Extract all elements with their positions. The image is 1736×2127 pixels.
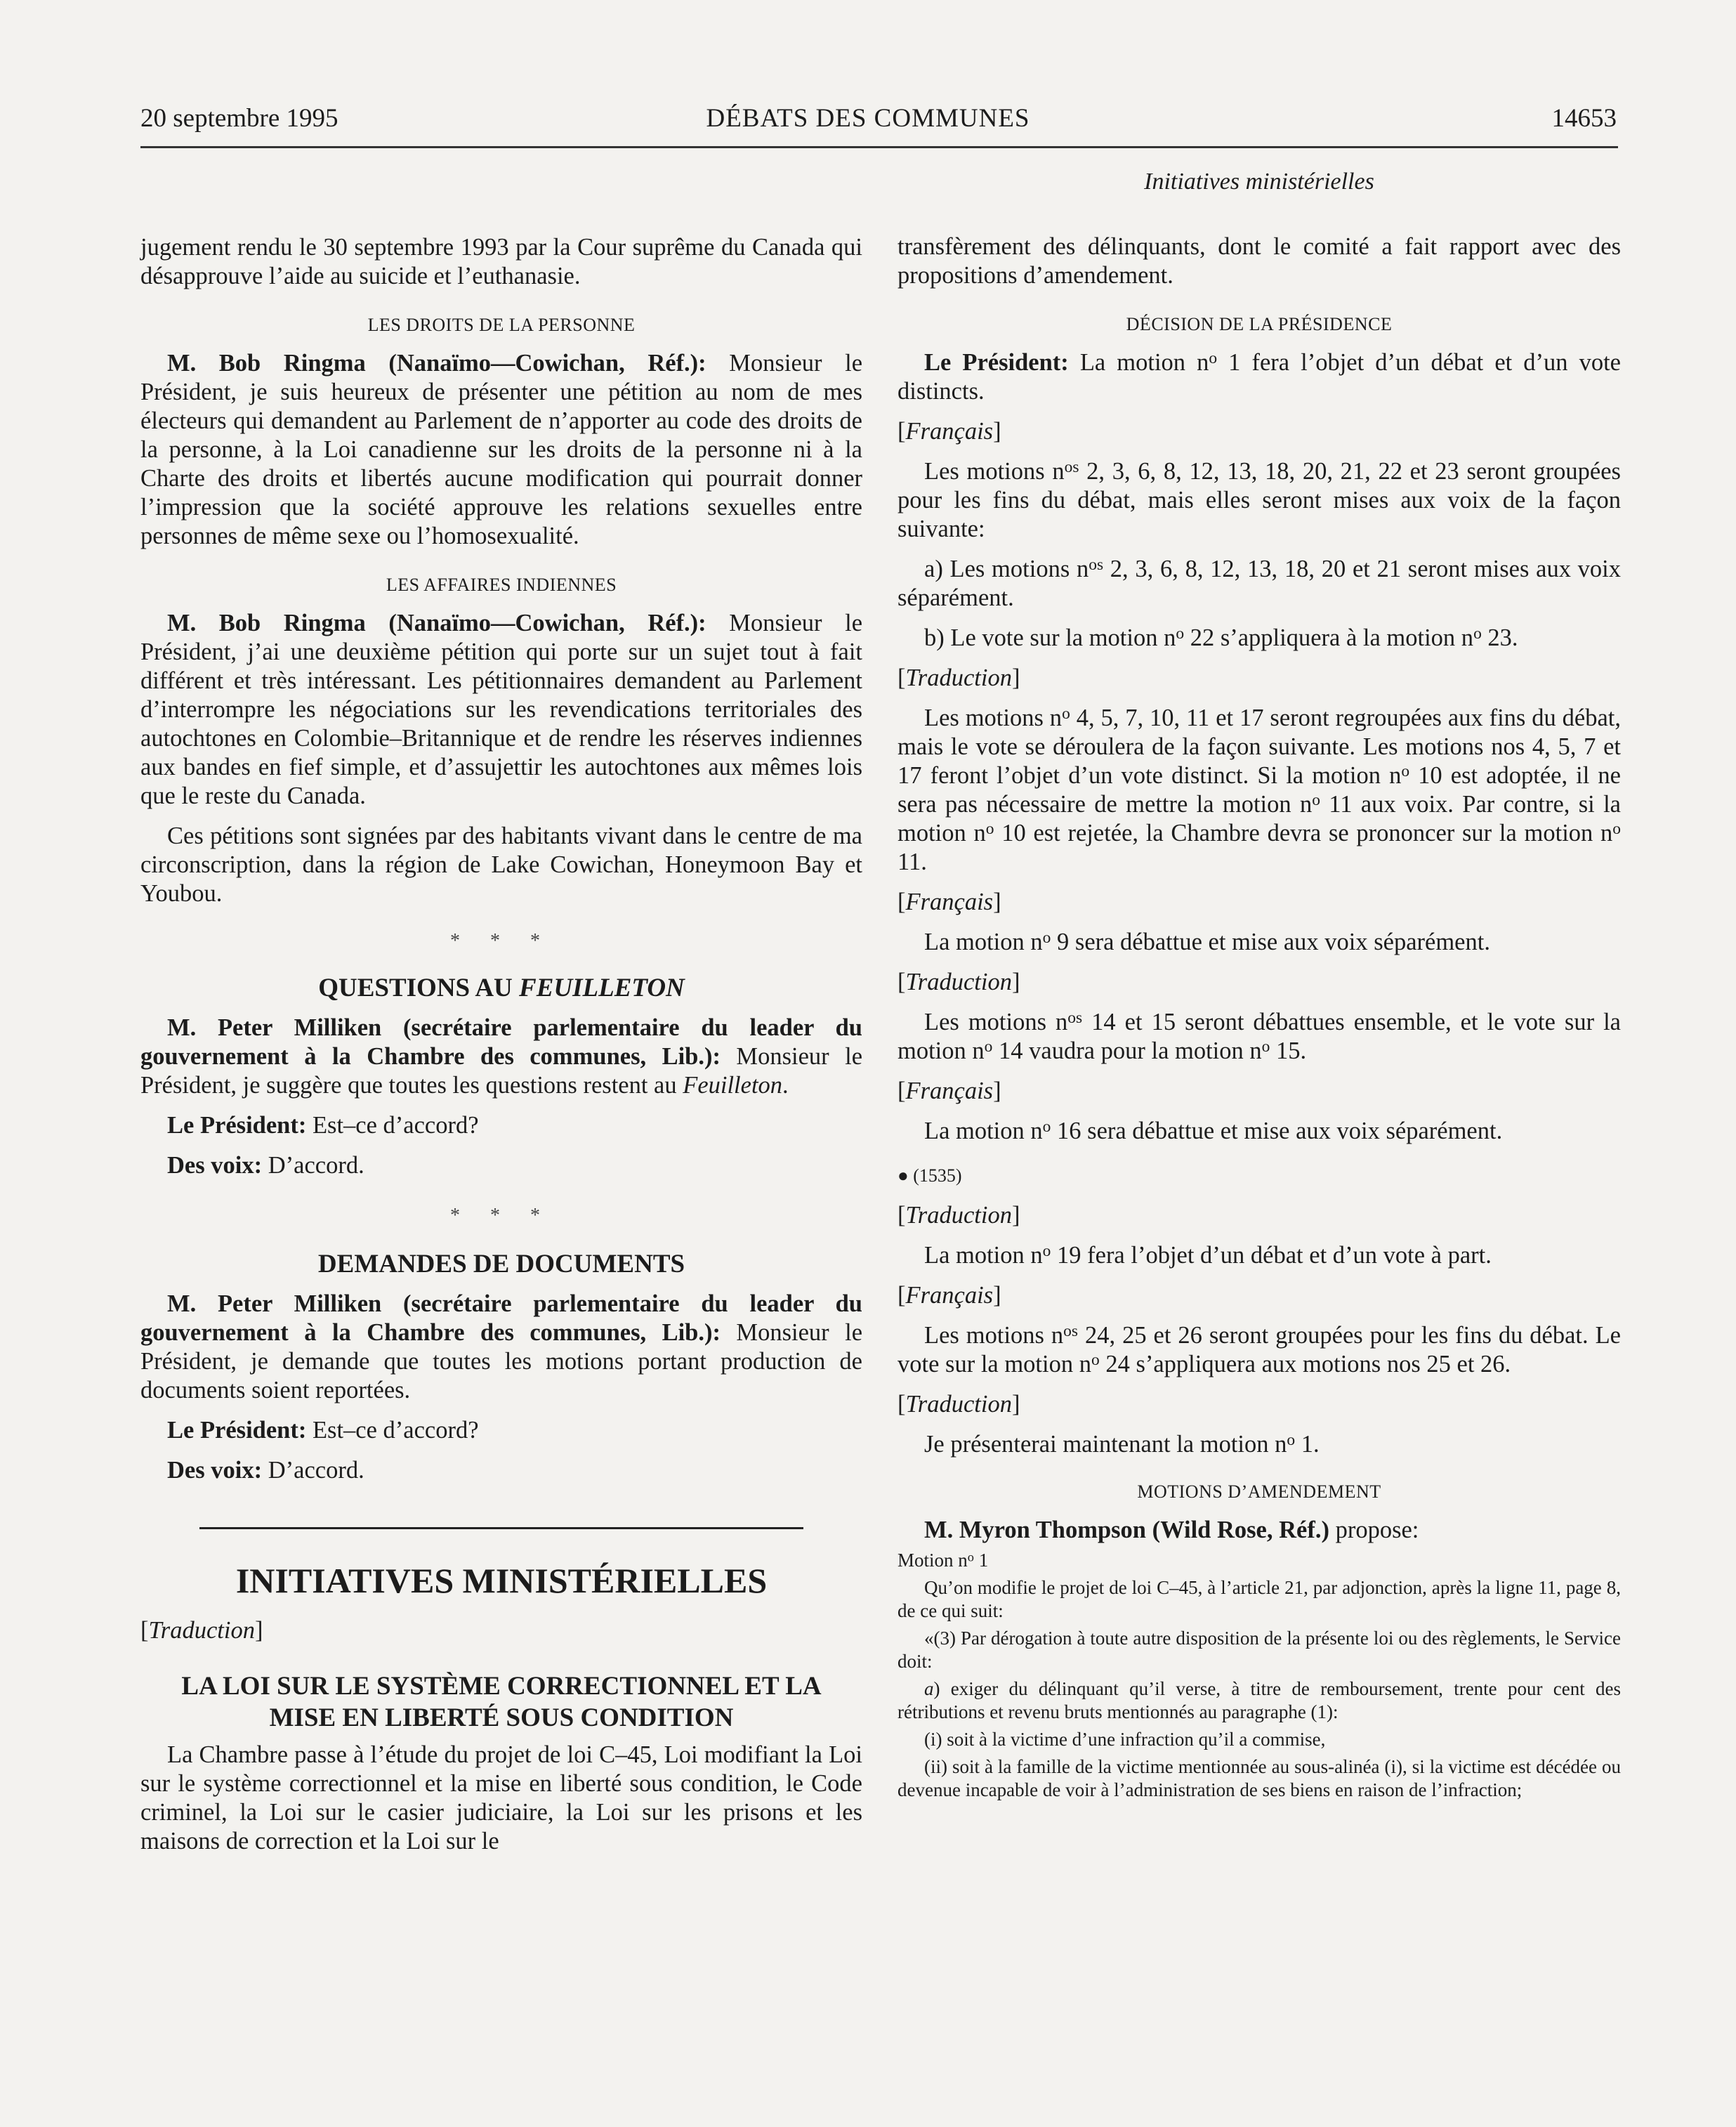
text-span: 22 s’appliquera à la motion n (1184, 624, 1474, 651)
header-title: DÉBATS DES COMMUNES (706, 104, 1030, 133)
speech-text: D’accord. (262, 1457, 364, 1484)
petitions-paragraph: Ces pétitions sont signées par des habitants vivant dans le centre de ma circonscription, dans la région de Lake Cowichan, Honeymoon Bay et Youbou. (140, 823, 862, 907)
speaker-name: Le Président: (167, 1417, 307, 1444)
voices-answer-1 (140, 1151, 862, 1180)
item-b-paragraph (897, 624, 1621, 653)
heading-demandes-documents: DEMANDES DE DOCUMENTS (317, 1250, 685, 1278)
text-span: 4, 5, 7, 10, 11 et 17 seront regroupées aux fins du débat, mais le vote se déroulera de la façon suivante. Les motions nos 4, 5, 7 et 17 feront l’objet d’un vote distinct. Si la motion n (897, 705, 1621, 789)
section-title-affaires-indiennes: LES AFFAIRES INDIENNES (386, 575, 617, 595)
motion-9-paragraph (897, 928, 1621, 957)
superscript: o (1091, 1351, 1100, 1370)
speech-text: Monsieur le Président, je demande que toutes les motions portant production de documents soient reportées. (140, 1319, 863, 1403)
text-span: 19 fera l’objet d’un débat et d’un vote à part. (1051, 1242, 1492, 1269)
text-span: 15. (1270, 1038, 1307, 1064)
text-span: Les motions n (924, 1322, 1064, 1349)
motion-19-paragraph (897, 1241, 1621, 1270)
motion-text-1: Qu’on modifie le projet de loi C–45, à l’article 21, par adjonction, après la ligne 11, page 8, de ce qui suit: (897, 1577, 1621, 1621)
superscript: o (1062, 705, 1070, 724)
text-span: 9 sera débattue et mise aux voix séparément. (1051, 929, 1490, 955)
speech-text: Monsieur le Président, je suggère que toutes les questions restent au (140, 1043, 863, 1099)
paragraph-intro-left: jugement rendu le 30 septembre 1993 par la Cour suprême du Canada qui désapprouve l’aide au suicide et l’euthanasie. (140, 234, 862, 289)
language-note-text: Français (905, 418, 994, 445)
heading-text: QUESTIONS AU (318, 974, 520, 1002)
language-note-francais: [Français] (897, 889, 1001, 915)
speaker-name: M. Bob Ringma (Nanaïmo—Cowichan, Réf.): (167, 610, 706, 636)
voices-answer-2 (140, 1456, 862, 1485)
section-title-droits: LES DROITS DE LA PERSONNE (367, 315, 636, 335)
text-span: Les motions n (924, 705, 1063, 731)
heading-italic-text: FEUILLETON (519, 974, 685, 1002)
speaker-name: M. Peter Milliken (secrétaire parlementaire du leader du gouvernement à la Chambre des communes, Lib.): (140, 1290, 862, 1346)
superscript: o (1042, 929, 1051, 948)
speech-text: La motion n (1068, 349, 1209, 376)
text-span: a (924, 1678, 934, 1699)
text-span: 10 est adoptée, il ne sera pas nécessaire de mettre la motion n (897, 762, 1621, 818)
speech-italic: Feuilleton (683, 1072, 783, 1099)
superscript: o (985, 820, 994, 839)
motions-regroupees-paragraph (897, 704, 1621, 877)
language-note-text: Français (905, 1282, 994, 1309)
heading-initiatives-ministerielles: INITIATIVES MINISTÉRIELLES (235, 1561, 768, 1600)
speech-text: Est–ce d’accord? (306, 1112, 479, 1139)
milliken-statement-1 (140, 1014, 862, 1100)
text-span: 11. (897, 849, 927, 875)
text-span: b) Le vote sur la motion n (924, 624, 1176, 651)
law-paragraph: La Chambre passe à l’étude du projet de loi C–45, Loi modifiant la Loi sur le système correctionnel et la mise en liberté sous condition, le Code criminel, la Loi sur le casier judiciaire, la Loi sur les prisons et les maisons de correction et la Loi sur le (140, 1741, 862, 1854)
superscript: o (1042, 1242, 1051, 1261)
superscript: o (1473, 624, 1482, 643)
speech-text: Monsieur le Président, j’ai une deuxième pétition qui porte sur un sujet tout à fait différent et très intéressant. Les pétitionnaires demandent au Parlement d’interrompre les négociations sur les revendications territoriales des autochtones en Colombie–Britannique et de rendre les réserves indiennes aux bandes en fief simple, et d’assujettir les autochtones aux mêmes lois que le reste du Canada. (140, 610, 863, 809)
speech-text: Monsieur le Président, je suis heureux de présenter une pétition au nom de mes électeurs qui demandent au Parlement de n’apporter au code des droits de la personne, à la Loi canadienne sur les droits de la personne ni à la Charte des droits et libertés aucune modification qui pourrait donner l’impression que la société approuve les relations sexuelles entre personnes de même sexe ou l’homosexualité. (140, 350, 863, 549)
text-span: ) exiger du délinquant qu’il verse, à titre de remboursement, trente pour cent des rétributions et revenu bruts mentionnés au paragraphe (1): (897, 1678, 1621, 1722)
text-span: 24, 25 et 26 seront groupées pour les fins du débat. Le vote sur la motion n (897, 1322, 1621, 1377)
language-note-traduction: [Traduction] (897, 665, 1020, 691)
language-note-traduction: [Traduction] (897, 1391, 1020, 1418)
separator-stars: * * * (450, 930, 553, 952)
text-span: Motion n (897, 1550, 968, 1571)
superscript: o (1176, 624, 1185, 643)
motion-text-4: (i) soit à la victime d’une infraction qu’il a commise, (924, 1729, 1326, 1750)
speech-text: D’accord. (262, 1152, 364, 1179)
superscript: o (1401, 762, 1410, 781)
right-column (897, 167, 1621, 1802)
motion-24-paragraph (897, 1321, 1621, 1379)
ringma-petition-1 (140, 349, 862, 551)
item-a-paragraph (897, 555, 1621, 613)
text-span: 23. (1481, 624, 1518, 651)
header-rule (140, 146, 1618, 148)
period: . (782, 1072, 789, 1099)
speaker-name: M. Peter Milliken (secrétaire parlementaire du leader du gouvernement à la Chambre des communes, Lib.): (140, 1014, 862, 1070)
language-note-text: Traduction (905, 1391, 1012, 1418)
text-span: Les motions n (924, 458, 1065, 485)
section-rule (199, 1527, 803, 1529)
left-column (140, 233, 862, 1856)
superscript: os (1089, 556, 1104, 575)
superscript: o (967, 1550, 974, 1564)
paragraph-intro-right: transfèrement des délinquants, dont le comité a fait rapport avec des propositions d’amendement. (897, 233, 1621, 289)
text-span: La motion n (924, 1242, 1043, 1269)
superscript: os (1063, 1322, 1079, 1341)
motion-16-paragraph (897, 1117, 1621, 1146)
president-question-2 (140, 1416, 862, 1445)
section-title-decision: DÉCISION DE LA PRÉSIDENCE (1126, 314, 1393, 334)
superscript: o (984, 1038, 993, 1056)
text-span: 24 s’appliquera aux motions nos 25 et 26. (1099, 1351, 1511, 1377)
motion-text-2: «(3) Par dérogation à toute autre disposition de la présente loi ou des règlements, le Service doit: (897, 1628, 1621, 1672)
superscript: o (1612, 820, 1621, 839)
speaker-name: Des voix: (167, 1457, 263, 1484)
header-page-number: 14653 (1551, 104, 1617, 133)
language-note-traduction: [Traduction] (897, 969, 1020, 995)
present-motion-paragraph (897, 1430, 1621, 1459)
text-span: 2, 3, 6, 8, 12, 13, 18, 20, 21, 22 et 23 seront groupées pour les fins du débat, mais elles seront mises aux voix de la façon suivante: (897, 458, 1621, 542)
speech-text: propose: (1329, 1517, 1419, 1543)
motion-14-paragraph (897, 1008, 1621, 1066)
text-span: La motion n (924, 929, 1043, 955)
language-note-text: Traduction (905, 665, 1012, 691)
separator-stars: * * * (450, 1205, 553, 1226)
superscript: o (1209, 349, 1218, 368)
text-span: Je présenterai maintenant la motion n (924, 1431, 1287, 1458)
speech-text: Est–ce d’accord? (306, 1417, 479, 1444)
speaker-name: M. Myron Thompson (Wild Rose, Réf.) (924, 1517, 1329, 1543)
text-span: 14 et 15 seront débattues ensemble, et le vote sur la motion n (897, 1009, 1621, 1064)
text-span: 16 sera débattue et mise aux voix séparément. (1051, 1118, 1503, 1144)
text-span: 10 est rejetée, la Chambre devra se prononcer sur la motion n (994, 820, 1613, 846)
thompson-proposes (897, 1516, 1621, 1545)
speaker-name: M. Bob Ringma (Nanaïmo—Cowichan, Réf.): (167, 350, 706, 377)
president-question-1 (140, 1111, 862, 1140)
language-note-text: Traduction (905, 969, 1012, 995)
section-title-motions-amendement: MOTIONS D’AMENDEMENT (1137, 1481, 1381, 1502)
text-span: a) Les motions n (924, 556, 1089, 582)
superscript: os (1067, 1009, 1083, 1028)
superscript: o (1287, 1431, 1296, 1450)
right-column-title: Initiatives ministérielles (1144, 169, 1374, 195)
text-span: 1 (973, 1550, 989, 1571)
superscript: o (1261, 1038, 1270, 1056)
speaker-name: Le Président: (924, 349, 1069, 376)
speaker-name: Des voix: (167, 1152, 263, 1179)
language-note-text: Français (905, 889, 994, 915)
language-note-traduction: [Traduction] (897, 1202, 1020, 1229)
language-note-francais: [Français] (897, 418, 1001, 445)
motion-text-3 (897, 1677, 1621, 1724)
time-stamp (897, 1160, 1621, 1190)
president-ruling (897, 348, 1621, 406)
speaker-name: Le Président: (167, 1112, 307, 1139)
superscript: o (1312, 791, 1320, 810)
heading-questions-feuilleton (140, 974, 862, 1002)
bullet-icon: ● (897, 1165, 909, 1186)
language-note-text: Traduction (148, 1617, 255, 1644)
text-span: 2, 3, 6, 8, 12, 13, 18, 20 et 21 seront mises aux voix séparément. (897, 556, 1621, 611)
milliken-statement-2 (140, 1290, 862, 1405)
ringma-petition-2 (140, 609, 862, 811)
language-note-francais: [Français] (897, 1078, 1001, 1104)
heading-loi-systeme-correctionnel: LA LOI SUR LE SYSTÈME CORRECTIONNEL ET LA MISE EN LIBERTÉ SOUS CONDITION (181, 1672, 822, 1732)
language-note-text: Français (905, 1078, 994, 1104)
header-date: 20 septembre 1995 (140, 104, 338, 133)
motion-1-label (897, 1549, 1621, 1572)
time-stamp-text: (1535) (908, 1165, 962, 1186)
language-note-traduction: [Traduction] (140, 1617, 263, 1644)
text-span: Les motions n (924, 1009, 1068, 1035)
text-span: 11 aux voix. Par contre, si la motion n (897, 791, 1621, 846)
text-span: 14 vaudra pour la motion n (992, 1038, 1262, 1064)
language-note-text: Traduction (905, 1202, 1012, 1229)
speech-text: 1 fera l’objet d’un débat et d’un vote distincts. (897, 349, 1621, 405)
superscript: o (1042, 1118, 1051, 1137)
superscript: os (1064, 458, 1079, 477)
language-note-francais: [Français] (897, 1282, 1001, 1309)
motions-groupees-paragraph (897, 457, 1621, 544)
text-span: 1. (1295, 1431, 1320, 1458)
motion-text-5: (ii) soit à la famille de la victime mentionnée au sous-alinéa (i), si la victime est décédée ou devenue incapable de voir à l’administration de ses biens en raison de l’infraction; (897, 1756, 1621, 1800)
text-span: La motion n (924, 1118, 1043, 1144)
